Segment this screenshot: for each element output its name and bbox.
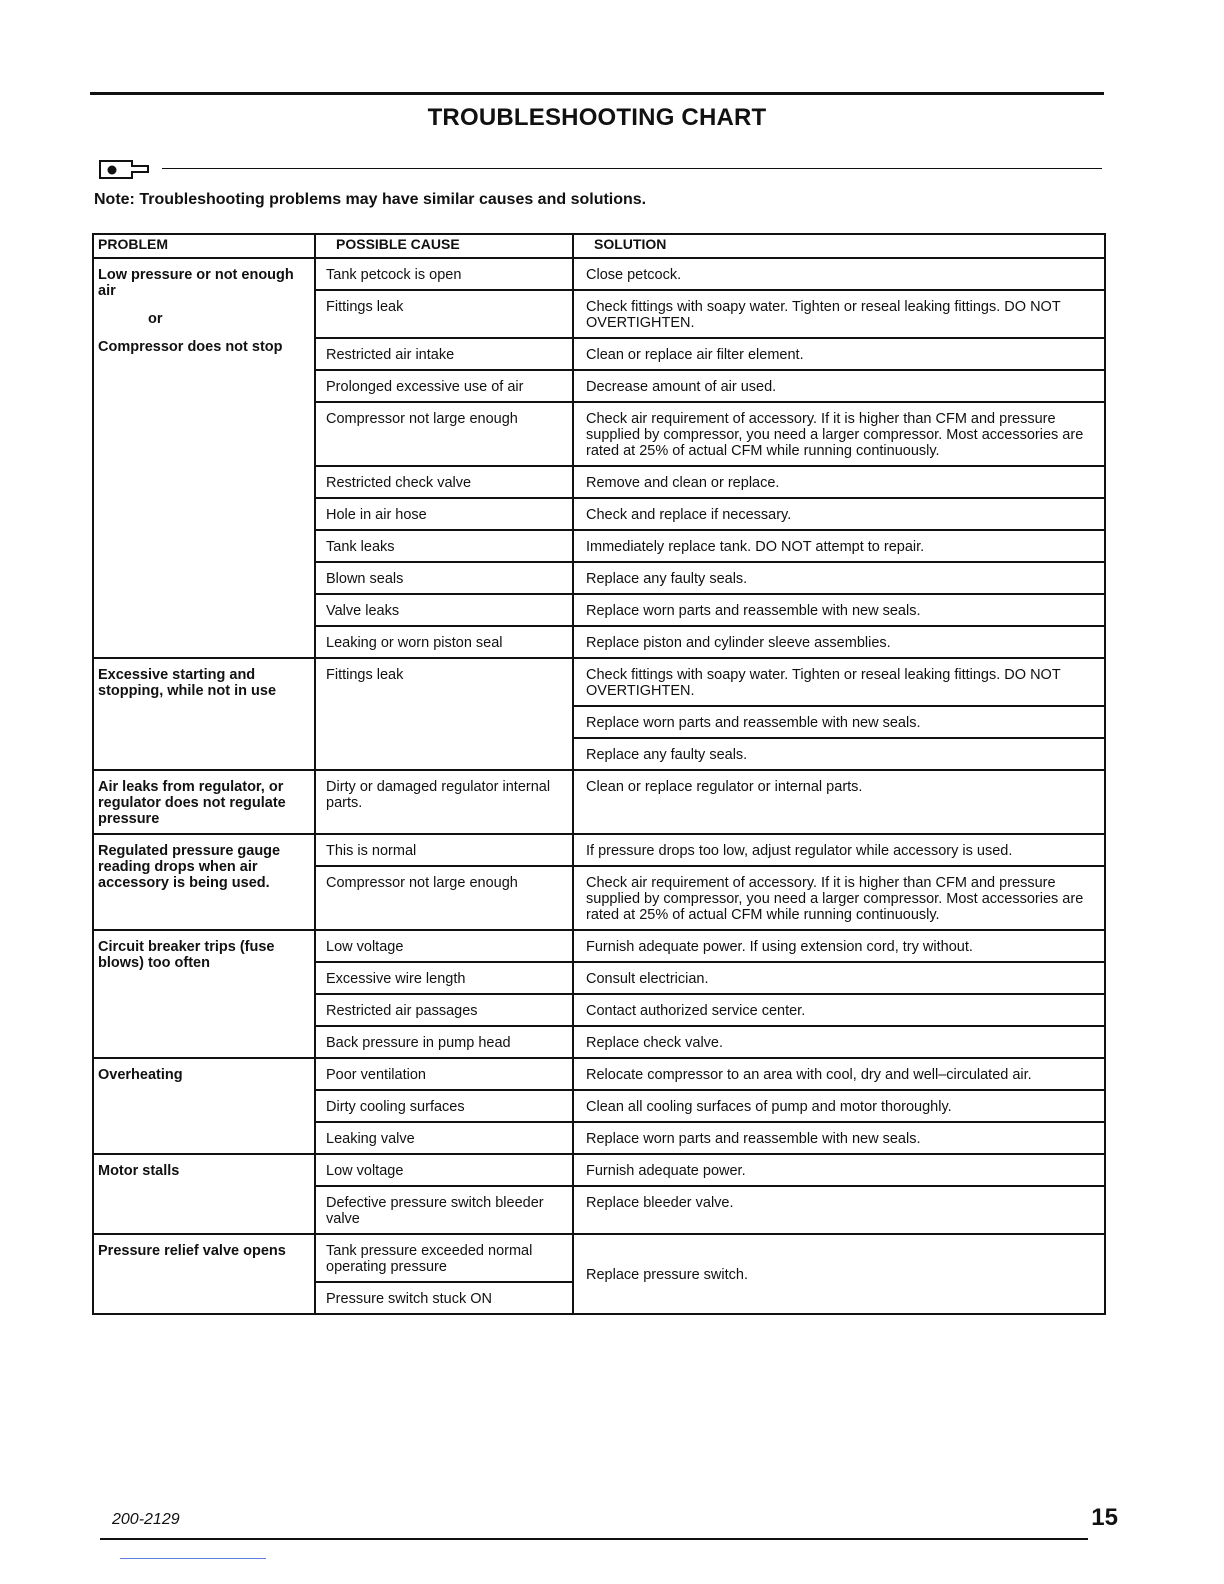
problem-cell: Air leaks from regulator, or regulator does not regulate pressure: [93, 770, 315, 834]
solution-cell: Check air requirement of accessory. If it is higher than CFM and pressure supplied by compressor, you need a larger compressor. Most accessories are rated at 25% of actual CFM while running continuously.: [573, 866, 1105, 930]
solution-cell: Replace worn parts and reassemble with new seals.: [573, 1122, 1105, 1154]
cause-cell: Low voltage: [315, 1154, 573, 1186]
problem-cell: Motor stalls: [93, 1154, 315, 1234]
table-row: [93, 258, 1105, 290]
table-row: [93, 770, 1105, 834]
solution-cell: Replace piston and cylinder sleeve assemblies.: [573, 626, 1105, 658]
cause-cell: Leaking valve: [315, 1122, 573, 1154]
problem-cell: Overheating: [93, 1058, 315, 1154]
solution-cell: Consult electrician.: [573, 962, 1105, 994]
table-row: [93, 834, 1105, 866]
problem-cell: [93, 258, 315, 658]
bottom-rule: [100, 1538, 1088, 1540]
solution-cell: Clean or replace air filter element.: [573, 338, 1105, 370]
solution-cell: Furnish adequate power.: [573, 1154, 1105, 1186]
cause-cell: Dirty or damaged regulator internal parts.: [315, 770, 573, 834]
solution-cell: Check fittings with soapy water. Tighten or reseal leaking fittings. DO NOT OVERTIGHTEN.: [573, 290, 1105, 338]
cause-cell: Tank petcock is open: [315, 258, 573, 290]
page-title: TROUBLESHOOTING CHART: [427, 104, 767, 131]
problem-or-text: or: [148, 311, 163, 327]
cause-cell: Fittings leak: [315, 658, 573, 770]
top-rule: [90, 92, 1104, 95]
cause-cell: Restricted air passages: [315, 994, 573, 1026]
solution-cell: Check fittings with soapy water. Tighten or reseal leaking fittings. DO NOT OVERTIGHTEN.: [573, 658, 1105, 706]
solution-cell: Check and replace if necessary.: [573, 498, 1105, 530]
troubleshooting-table: [92, 233, 1106, 1315]
column-header-problem: PROBLEM: [93, 234, 315, 258]
cause-cell: Hole in air hose: [315, 498, 573, 530]
problem-cell: Regulated pressure gauge reading drops when air accessory is being used.: [93, 834, 315, 930]
cause-cell: Pressure switch stuck ON: [315, 1282, 573, 1314]
problem-cell: Excessive starting and stopping, while not in use: [93, 658, 315, 770]
page-number: 15: [1091, 1504, 1118, 1531]
problem-cell: Circuit breaker trips (fuse blows) too often: [93, 930, 315, 1058]
solution-cell: Contact authorized service center.: [573, 994, 1105, 1026]
solution-cell: Furnish adequate power. If using extension cord, try without.: [573, 930, 1105, 962]
note-text: Note: Troubleshooting problems may have similar causes and solutions.: [94, 191, 647, 208]
cause-cell: Restricted air intake: [315, 338, 573, 370]
cause-cell: Blown seals: [315, 562, 573, 594]
solution-cell: Immediately replace tank. DO NOT attempt to repair.: [573, 530, 1105, 562]
document-code: 200-2129: [112, 1511, 180, 1528]
solution-cell: Replace bleeder valve.: [573, 1186, 1105, 1234]
solution-cell: Replace worn parts and reassemble with new seals.: [573, 706, 1105, 738]
cause-cell: Prolonged excessive use of air: [315, 370, 573, 402]
cause-cell: Tank pressure exceeded normal operating pressure: [315, 1234, 573, 1282]
cause-cell: Compressor not large enough: [315, 866, 573, 930]
solution-cell: Clean all cooling surfaces of pump and motor thoroughly.: [573, 1090, 1105, 1122]
table-row: [93, 1234, 1105, 1282]
cause-cell: Low voltage: [315, 930, 573, 962]
solution-cell: Check air requirement of accessory. If it is higher than CFM and pressure supplied by compressor, you need a larger compressor. Most accessories are rated at 25% of actual CFM while running continuously.: [573, 402, 1105, 466]
solution-cell: Remove and clean or replace.: [573, 466, 1105, 498]
pointing-hand-note-icon: [98, 158, 150, 180]
table-row: [93, 1154, 1105, 1186]
problem-text: Compressor does not stop: [98, 339, 283, 355]
link-underline: [120, 1558, 266, 1559]
table-row: [93, 658, 1105, 706]
solution-cell: Replace worn parts and reassemble with new seals.: [573, 594, 1105, 626]
table-header-row: [93, 234, 1105, 258]
cause-cell: Poor ventilation: [315, 1058, 573, 1090]
cause-cell: Restricted check valve: [315, 466, 573, 498]
table-row: [93, 930, 1105, 962]
cause-cell: Fittings leak: [315, 290, 573, 338]
cause-cell: Valve leaks: [315, 594, 573, 626]
problem-text: Low pressure or not enough air: [98, 267, 294, 299]
solution-cell: Relocate compressor to an area with cool, dry and well–circulated air.: [573, 1058, 1105, 1090]
table-row: [93, 1058, 1105, 1090]
column-header-solution: SOLUTION: [573, 234, 1105, 258]
column-header-cause: POSSIBLE CAUSE: [315, 234, 573, 258]
solution-cell: Close petcock.: [573, 258, 1105, 290]
solution-cell: Replace check valve.: [573, 1026, 1105, 1058]
solution-cell: Decrease amount of air used.: [573, 370, 1105, 402]
cause-cell: Tank leaks: [315, 530, 573, 562]
cause-cell: Defective pressure switch bleeder valve: [315, 1186, 573, 1234]
problem-cell: Pressure relief valve opens: [93, 1234, 315, 1314]
note-rule: [162, 168, 1102, 169]
cause-cell: Excessive wire length: [315, 962, 573, 994]
solution-cell: Replace any faulty seals.: [573, 738, 1105, 770]
solution-cell: Clean or replace regulator or internal parts.: [573, 770, 1105, 834]
cause-cell: Compressor not large enough: [315, 402, 573, 466]
solution-cell: If pressure drops too low, adjust regulator while accessory is used.: [573, 834, 1105, 866]
solution-cell: Replace pressure switch.: [573, 1234, 1105, 1314]
cause-cell: Back pressure in pump head: [315, 1026, 573, 1058]
solution-cell: Replace any faulty seals.: [573, 562, 1105, 594]
cause-cell: This is normal: [315, 834, 573, 866]
cause-cell: Leaking or worn piston seal: [315, 626, 573, 658]
cause-cell: Dirty cooling surfaces: [315, 1090, 573, 1122]
